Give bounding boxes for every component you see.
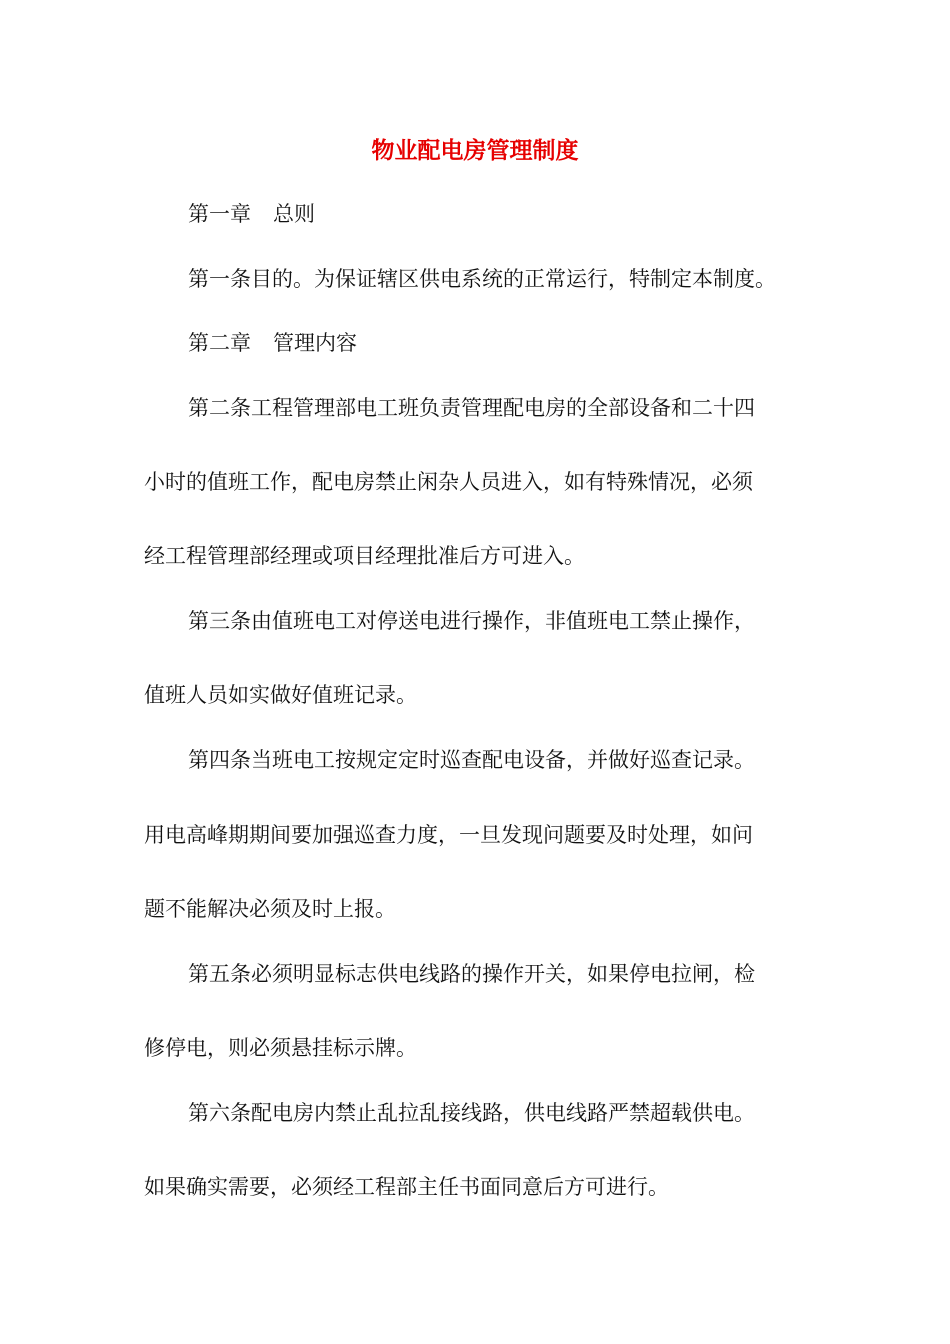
chapter-2-heading	[188, 328, 357, 358]
document-title: 物业配电房管理制度	[371, 138, 579, 164]
chapter-2-label: 第二章	[188, 331, 251, 355]
article-3-line-1: 第三条由值班电工对停送电进行操作，非值班电工禁止操作，	[188, 609, 755, 633]
article-4-line-1: 第四条当班电工按规定定时巡查配电设备，并做好巡查记录。	[188, 748, 755, 772]
article-5-line-2: 修停电，则必须悬挂标示牌。	[144, 1036, 417, 1060]
article-4-line-2: 用电高峰期期间要加强巡查力度，一旦发现问题要及时处理，如问	[144, 823, 753, 847]
chapter-1-name: 总则	[273, 202, 315, 226]
article-5-line-1: 第五条必须明显标志供电线路的操作开关，如果停电拉闸，检	[188, 962, 755, 986]
article-2-line-3: 经工程管理部经理或项目经理批准后方可进入。	[144, 544, 585, 568]
article-2-line-1: 第二条工程管理部电工班负责管理配电房的全部设备和二十四	[188, 396, 755, 420]
chapter-2-name: 管理内容	[273, 331, 357, 355]
article-2-line-2: 小时的值班工作，配电房禁止闲杂人员进入，如有特殊情况，必须	[144, 470, 753, 494]
chapter-1-heading	[188, 199, 315, 229]
article-6-line-1: 第六条配电房内禁止乱拉乱接线路，供电线路严禁超载供电。	[188, 1101, 755, 1125]
article-4-line-3: 题不能解决必须及时上报。	[144, 897, 396, 921]
article-1-line-1: 第一条目的。为保证辖区供电系统的正常运行，特制定本制度。	[188, 267, 776, 291]
article-3-line-2: 值班人员如实做好值班记录。	[144, 683, 417, 707]
article-6-line-2: 如果确实需要，必须经工程部主任书面同意后方可进行。	[144, 1175, 669, 1199]
chapter-1-label: 第一章	[188, 202, 251, 226]
